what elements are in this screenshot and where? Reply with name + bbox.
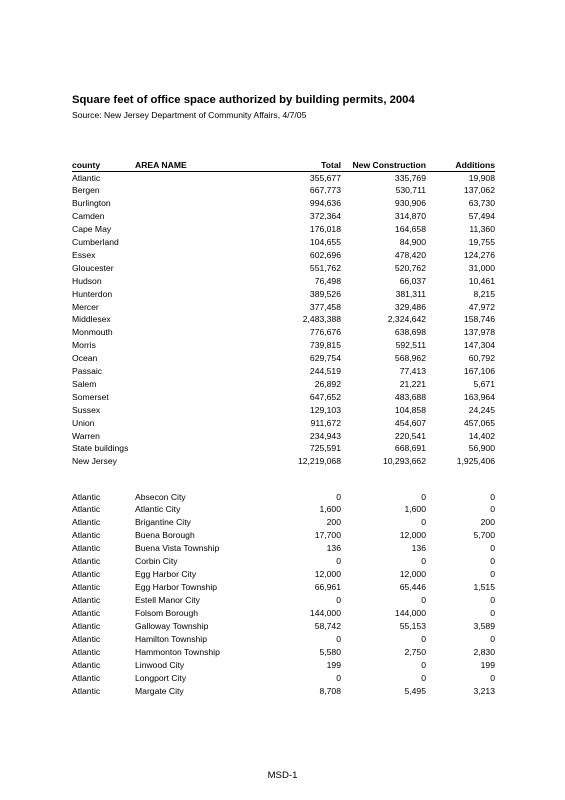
cell-additions: 0 (490, 595, 495, 606)
document-source: Source: New Jersey Department of Community Affairs, 4/7/05 (72, 110, 307, 120)
table-row (72, 593, 495, 606)
table-row (72, 554, 495, 567)
cell-additions: 124,276 (463, 249, 495, 260)
cell-total: 144,000 (309, 608, 341, 619)
cell-total: 12,000 (314, 569, 341, 580)
document-title: Square feet of office space authorized by building permits, 2004 (72, 94, 415, 106)
table-row (72, 658, 495, 671)
cell-new-construction: 5,495 (404, 685, 426, 696)
cell-additions: 14,402 (468, 430, 495, 441)
cell-total: 377,458 (309, 301, 341, 312)
cell-total: 355,677 (309, 172, 341, 183)
cell-additions: 31,000 (468, 262, 495, 273)
cell-additions: 167,106 (463, 366, 495, 376)
cell-total: 26,892 (314, 378, 341, 389)
cell-county: Atlantic (72, 595, 101, 606)
cell-additions: 3,589 (473, 621, 495, 631)
cell-county: Essex (72, 249, 96, 260)
cell-county: Hudson (72, 275, 102, 286)
cell-new-construction: 930,906 (394, 198, 426, 209)
cell-total: 911,672 (310, 417, 341, 428)
cell-new-construction: 2,324,642 (387, 314, 426, 325)
cell-new-construction: 335,769 (394, 172, 426, 183)
cell-additions: 2,830 (473, 646, 495, 657)
cell-total: 602,696 (309, 249, 341, 260)
cell-total: 776,676 (309, 327, 341, 338)
cell-new-construction: 55,153 (399, 621, 426, 631)
table-row (72, 429, 495, 442)
cell-additions: 5,671 (473, 378, 495, 389)
table-row (72, 222, 495, 235)
cell-new-construction: 2,750 (404, 646, 426, 657)
cell-area-name: Margate City (135, 685, 184, 696)
cell-total: 136 (326, 543, 341, 554)
cell-county: Camden (72, 211, 105, 222)
table-row (72, 671, 495, 684)
cell-additions: 457,065 (463, 417, 495, 428)
cell-new-construction: 568,962 (394, 353, 426, 364)
cell-county: Atlantic (72, 172, 101, 183)
cell-additions: 8,215 (473, 288, 495, 299)
table-row (72, 528, 495, 541)
cell-new-construction: 520,762 (394, 262, 426, 273)
cell-additions: 19,755 (468, 237, 495, 247)
cell-total: 176,018 (309, 224, 341, 235)
table-row (72, 684, 495, 697)
cell-total: 0 (336, 556, 341, 567)
cell-total: 0 (336, 595, 341, 606)
cell-county: Salem (72, 378, 97, 389)
table-row (72, 580, 495, 593)
cell-new-construction: 0 (421, 633, 426, 644)
cell-area-name: Egg Harbor City (135, 569, 197, 580)
cell-additions: 57,494 (468, 211, 495, 222)
cell-county: Monmouth (72, 327, 113, 338)
table-row (72, 541, 495, 554)
cell-county: Somerset (72, 391, 109, 402)
cell-county: Atlantic (72, 659, 101, 670)
cell-county: Atlantic (72, 646, 101, 657)
table-row (72, 183, 495, 196)
cell-total: 199 (326, 659, 341, 670)
header-area-name: AREA NAME (135, 160, 187, 170)
cell-additions: 10,461 (468, 275, 495, 286)
table-row (72, 261, 495, 274)
table-row (72, 235, 495, 248)
cell-additions: 163,964 (463, 391, 495, 402)
cell-new-construction: 84,900 (399, 237, 426, 247)
table-row (72, 196, 495, 209)
table-row (72, 300, 495, 313)
cell-new-construction: 164,658 (394, 224, 426, 235)
cell-county: Mercer (72, 301, 99, 312)
cell-county: Warren (72, 430, 100, 441)
cell-new-construction: 668,691 (394, 443, 426, 454)
cell-county: Atlantic (72, 504, 101, 515)
cell-additions: 24,245 (468, 404, 495, 415)
cell-new-construction: 0 (421, 491, 426, 502)
cell-total: 0 (336, 672, 341, 683)
table-row (72, 171, 495, 184)
cell-area-name: Longport City (135, 672, 187, 683)
cell-total: 104,655 (309, 237, 341, 247)
cell-new-construction: 381,311 (395, 288, 426, 299)
cell-new-construction: 0 (421, 517, 426, 528)
cell-additions: 1,925,406 (456, 456, 495, 467)
cell-new-construction: 12,000 (399, 530, 426, 541)
cell-county: Atlantic (72, 633, 101, 644)
cell-new-construction: 314,870 (394, 211, 426, 222)
cell-county: Atlantic (72, 582, 101, 593)
cell-county: Atlantic (72, 685, 101, 696)
cell-county: Sussex (72, 404, 101, 415)
cell-county: Passaic (72, 366, 103, 376)
cell-county: Atlantic (72, 672, 101, 683)
cell-county: Middlesex (72, 314, 111, 325)
header-total: Total (321, 160, 341, 170)
cell-county: Bergen (72, 185, 100, 196)
table-row (72, 441, 495, 454)
cell-new-construction: 12,000 (399, 569, 426, 580)
cell-additions: 3,213 (473, 685, 495, 696)
cell-area-name: Brigantine City (135, 517, 191, 528)
table-row (72, 248, 495, 261)
cell-new-construction: 0 (421, 672, 426, 683)
cell-additions: 47,972 (468, 301, 495, 312)
table-row (72, 287, 495, 300)
table-row (72, 645, 495, 658)
cell-new-construction: 77,413 (399, 366, 426, 376)
cell-new-construction: 638,698 (394, 327, 426, 338)
cell-area-name: Hamilton Township (135, 633, 207, 644)
header-county: county (72, 160, 101, 170)
cell-new-construction: 66,037 (399, 275, 426, 286)
cell-total: 66,961 (314, 582, 341, 593)
cell-county: New Jersey (72, 456, 117, 467)
table-row (72, 364, 495, 377)
cell-county: Cumberland (72, 237, 119, 247)
cell-total: 372,364 (309, 211, 341, 222)
cell-additions: 0 (490, 491, 495, 502)
table-row (72, 312, 495, 325)
cell-county: Atlantic (72, 491, 101, 502)
cell-county: Atlantic (72, 517, 101, 528)
cell-additions: 0 (490, 608, 495, 619)
table-row (72, 454, 495, 467)
cell-additions: 1,515 (473, 582, 495, 593)
cell-new-construction: 454,607 (394, 417, 426, 428)
cell-total: 12,219,068 (297, 456, 341, 467)
cell-new-construction: 10,293,662 (382, 456, 426, 467)
cell-area-name: Linwood City (135, 659, 185, 670)
cell-county: State buildings (72, 443, 129, 454)
cell-new-construction: 220,541 (394, 430, 426, 441)
table-row (72, 390, 495, 403)
cell-county: Atlantic (72, 621, 101, 631)
cell-total: 647,652 (309, 391, 341, 402)
cell-county: Hunterdon (72, 288, 113, 299)
cell-total: 17,700 (314, 530, 341, 541)
table-row (72, 416, 495, 429)
cell-total: 5,580 (319, 646, 341, 657)
cell-new-construction: 478,420 (394, 249, 426, 260)
table-row (72, 403, 495, 416)
cell-county: Gloucester (72, 262, 114, 273)
table-row (72, 351, 495, 364)
cell-new-construction: 21,221 (399, 378, 426, 389)
cell-area-name: Folsom Borough (135, 608, 199, 619)
cell-county: Ocean (72, 353, 98, 364)
cell-additions: 0 (490, 556, 495, 567)
table-row (72, 606, 495, 619)
cell-additions: 0 (490, 633, 495, 644)
cell-additions: 137,978 (463, 327, 495, 338)
table-row (72, 632, 495, 645)
cell-additions: 0 (490, 543, 495, 554)
cell-county: Atlantic (72, 608, 101, 619)
cell-total: 551,762 (309, 262, 341, 273)
cell-area-name: Corbin City (135, 556, 178, 567)
cell-county: Atlantic (72, 556, 101, 567)
cell-new-construction: 530,711 (395, 185, 426, 196)
cell-additions: 19,908 (468, 172, 495, 183)
cell-total: 129,103 (309, 404, 341, 415)
cell-new-construction: 65,446 (399, 582, 426, 593)
page-footer: MSD-1 (267, 770, 298, 781)
cell-total: 1,600 (319, 504, 341, 515)
cell-total: 200 (326, 517, 341, 528)
table-row (72, 567, 495, 580)
table-row (72, 209, 495, 222)
cell-additions: 200 (480, 517, 495, 528)
cell-new-construction: 104,858 (394, 404, 426, 415)
table-row (72, 325, 495, 338)
table-row (72, 619, 495, 632)
header-new-construction: New Construction (352, 160, 426, 170)
cell-total: 994,636 (309, 198, 341, 209)
cell-additions: 147,304 (463, 340, 495, 351)
cell-area-name: Hammonton Township (135, 646, 220, 657)
cell-total: 739,815 (309, 340, 341, 351)
cell-total: 667,773 (309, 185, 341, 196)
cell-total: 244,519 (309, 366, 341, 376)
cell-additions: 5,700 (473, 530, 495, 541)
cell-new-construction: 483,688 (394, 391, 426, 402)
cell-new-construction: 136 (411, 543, 426, 554)
table-row (72, 502, 495, 515)
cell-additions: 158,746 (463, 314, 495, 325)
cell-new-construction: 0 (421, 659, 426, 670)
cell-new-construction: 0 (421, 595, 426, 606)
cell-additions: 60,792 (468, 353, 495, 364)
table-row (72, 274, 495, 287)
cell-total: 0 (336, 633, 341, 644)
cell-additions: 137,062 (463, 185, 495, 196)
cell-county: Cape May (72, 224, 112, 235)
cell-additions: 56,900 (468, 443, 495, 454)
cell-county: Morris (72, 340, 96, 351)
cell-additions: 63,730 (468, 198, 495, 209)
cell-total: 234,943 (309, 430, 341, 441)
cell-additions: 11,360 (469, 224, 495, 235)
cell-total: 76,498 (314, 275, 341, 286)
cell-total: 389,526 (309, 288, 341, 299)
cell-total: 58,742 (314, 621, 341, 631)
cell-area-name: Egg Harbor Township (135, 582, 218, 593)
cell-total: 0 (336, 491, 341, 502)
cell-additions: 199 (480, 659, 495, 670)
cell-county: Union (72, 417, 95, 428)
cell-area-name: Estell Manor City (135, 595, 200, 606)
table-row (72, 338, 495, 351)
cell-area-name: Buena Vista Township (135, 543, 220, 554)
cell-additions: 0 (490, 504, 495, 515)
table-row (72, 515, 495, 528)
cell-new-construction: 144,000 (394, 608, 426, 619)
cell-county: Atlantic (72, 543, 101, 554)
cell-county: Atlantic (72, 530, 101, 541)
table-row (72, 377, 495, 390)
cell-new-construction: 1,600 (404, 504, 426, 515)
cell-additions: 0 (490, 672, 495, 683)
cell-total: 2,483,388 (302, 314, 341, 325)
header-additions: Additions (455, 160, 495, 170)
table-row (72, 490, 495, 503)
cell-area-name: Atlantic City (135, 504, 181, 515)
cell-county: Atlantic (72, 569, 101, 580)
cell-new-construction: 0 (421, 556, 426, 567)
cell-total: 8,708 (319, 685, 341, 696)
cell-area-name: Absecon City (135, 491, 186, 502)
cell-additions: 0 (490, 569, 495, 580)
cell-area-name: Buena Borough (135, 530, 195, 541)
cell-area-name: Galloway Township (135, 621, 209, 631)
cell-total: 629,754 (309, 353, 341, 364)
cell-new-construction: 329,486 (394, 301, 426, 312)
cell-total: 725,591 (309, 443, 341, 454)
cell-new-construction: 592,511 (395, 340, 426, 351)
cell-county: Burlington (72, 198, 111, 209)
